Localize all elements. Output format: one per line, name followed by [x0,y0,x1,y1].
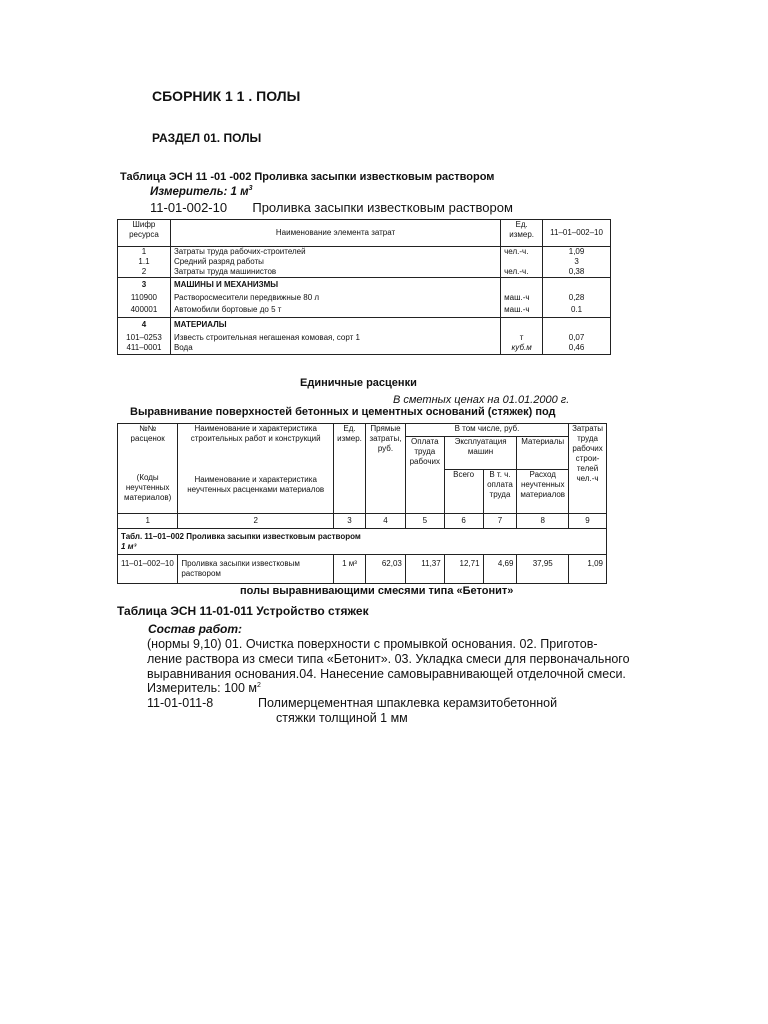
table1-code: 11-01-002-10 [150,200,228,215]
unit-prices-title: Единичные расценки [300,377,417,389]
table-row: 411–0001 Вода куб.м 0,46 [118,343,611,355]
table-ref: Табл. 11–01–002 Проливка засыпки известковым раствором [121,532,361,541]
h-materials: Материалы [517,437,569,470]
table3-name: Полимерцементная шпаклевка керамзитобетонной стяжки толщиной 1 мм [258,696,558,725]
table-row: 2 Затраты труда машинистов чел.-ч. 0,38 [118,267,611,278]
collection-title: СБОРНИК 1 1 . ПОЛЫ [152,88,301,104]
h-name: Наименование и характеристика строительных работ и конструкций [178,424,334,470]
table-row: 11–01–002–10 Проливка засыпки известковым раствором 1 м³ 62,03 11,37 12,71 4,69 37,95 1,09 [118,555,607,584]
resource-table-header [118,220,611,247]
h-num: №№ расценок [118,424,178,470]
header-unit: Ед. измер. [501,220,543,247]
header-value: 11–01–002–10 [543,220,611,247]
table-row: 3 МАШИНЫ И МЕХАНИЗМЫ [118,278,611,291]
unit-price-header-row1 [118,424,607,437]
header-code: Шифр ресурса [118,220,171,247]
table-row: 1.1 Средний разряд работы 3 [118,257,611,267]
table-row: 101–0253 Известь строительная негашеная комовая, сорт 1 т 0,07 [118,330,611,343]
table1-code-name: Проливка засыпки известковым раствором [252,200,513,215]
h-name-sub: Наименование и характеристика неучтенных расценками материалов [178,469,334,514]
h-wages: Оплата труда рабочих [405,437,444,514]
mixes-title: полы выравнивающими смесями типа «Бетонит» [240,585,514,597]
table-row: 4 МАТЕРИАЛЫ [118,318,611,331]
table-ref-row [118,529,607,555]
h-incl-wages: В т. ч. оплата труда [483,469,517,514]
h-exploit: Эксплуатация машин [444,437,517,470]
column-numbers-row: 1 2 3 4 5 6 7 8 9 [118,514,607,529]
h-total: Всего [444,469,483,514]
h-mat-cost: Расход неучтенных материалов [517,469,569,514]
resource-table [117,219,611,355]
table-row: 400001 Автомобили бортовые до 5 т маш.-ч 0.1 [118,303,611,318]
prices-note: В сметных ценах на 01.01.2000 г. [393,394,570,406]
table-ref-unit: 1 м³ [121,542,137,551]
h-num-sub: (Коды неучтенных материалов) [118,469,178,514]
table-row: 110900 Растворосмесители передвижные 80 л маш.-ч 0,28 [118,290,611,303]
leveling-title: Выравнивание поверхностей бетонных и цементных оснований (стяжек) под [130,406,556,418]
table1-caption: Таблица ЭСН 11 -01 -002 Проливка засыпки известковым раствором [120,171,495,183]
section-title: РАЗДЕЛ 01. ПОЛЫ [152,131,262,145]
h-unit: Ед. измер. [334,424,366,514]
h-direct: Прямые затраты, руб. [366,424,406,514]
table3-code: 11-01-011-8 [147,696,214,710]
header-name: Наименование элемента затрат [170,220,500,247]
work-composition-label: Состав работ: [148,622,243,636]
h-labor: Затраты труда рабочих строи- телей чел.-ч [569,424,607,514]
table1-meter: Измеритель: 1 $м^3$ [150,185,253,198]
table3-caption: Таблица ЭСН 11-01-011 Устройство стяжек [117,604,369,618]
work-composition-text: (нормы 9,10) 01. Очистка поверхности с промывкой основания. 02. Приготов- ление раствора из смеси типа «Бетонит». 03. Укладка смеси для первоначального выравнивания основания.04. Нанесение самовыравнивающей отделочной смеси. [147,637,630,681]
table1-code-line [150,200,513,215]
h-incl: В том числе, руб. [405,424,568,437]
unit-price-table [117,423,607,584]
table3-meter: Измеритель: 100 $м^2$ [147,681,261,695]
table-row: 1 Затраты труда рабочих-строителей чел.-ч. 1,09 [118,247,611,258]
